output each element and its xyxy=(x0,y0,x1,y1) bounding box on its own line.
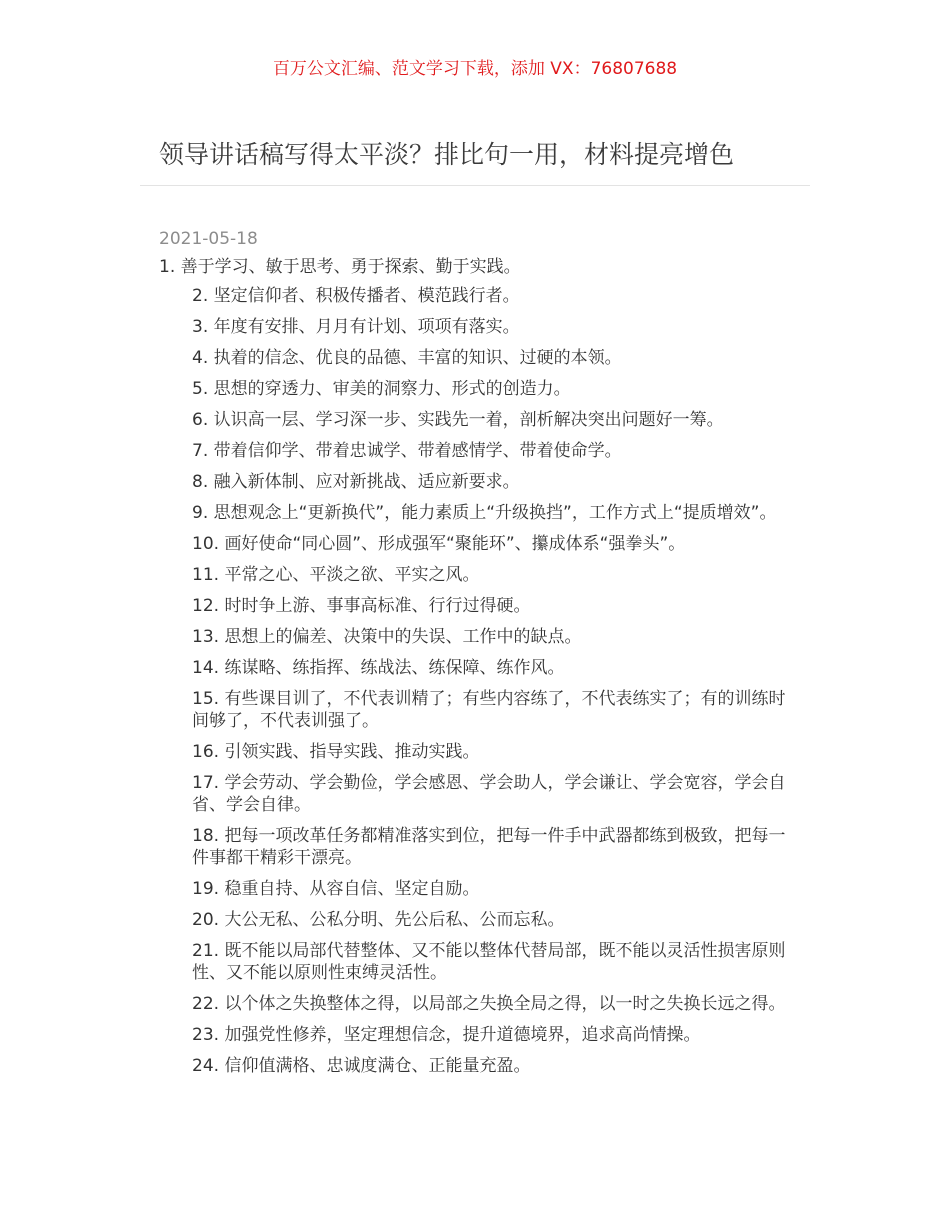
list-item: 8. 融入新体制、应对新挑战、适应新要求。 xyxy=(192,472,520,492)
list-item: 4. 执着的信念、优良的品德、丰富的知识、过硬的本领。 xyxy=(192,348,622,368)
list-item: 22. 以个体之失换整体之得，以局部之失换全局之得，以一时之失换长远之得。 xyxy=(192,994,786,1014)
list-item: 17. 学会劳动、学会勤俭，学会感恩、学会助人，学会谦让、学会宽容，学会自省、学会自律。 xyxy=(192,773,786,815)
list-item: 11. 平常之心、平淡之欲、平实之风。 xyxy=(192,565,480,585)
article-body xyxy=(159,256,791,1086)
list-item: 16. 引领实践、指导实践、推动实践。 xyxy=(192,742,480,762)
list-item: 5. 思想的穿透力、审美的洞察力、形式的创造力。 xyxy=(192,379,571,399)
list-item: 3. 年度有安排、月月有计划、项项有落实。 xyxy=(192,317,520,337)
list-item: 20. 大公无私、公私分明、先公后私、公而忘私。 xyxy=(192,910,565,930)
promo-banner: 百万公文汇编、范文学习下载，添加 VX：76807688 xyxy=(272,59,678,79)
list-item: 2. 坚定信仰者、积极传播者、模范践行者。 xyxy=(192,286,520,306)
list-item: 23. 加强党性修养，坚定理想信念，提升道德境界，追求高尚情操。 xyxy=(192,1025,701,1045)
list-item: 7. 带着信仰学、带着忠诚学、带着感情学、带着使命学。 xyxy=(192,441,622,461)
list-item: 14. 练谋略、练指挥、练战法、练保障、练作风。 xyxy=(192,658,565,678)
article-title: 领导讲话稿写得太平淡？排比句一用，材料提亮增色 xyxy=(159,140,735,169)
publish-date: 2021-05-18 xyxy=(159,229,258,249)
list-item: 15. 有些课目训了，不代表训精了；有些内容练了，不代表练实了；有的训练时间够了，不代表训强了。 xyxy=(192,689,786,731)
list-item: 10. 画好使命“同心圆”、形成强军“聚能环”、攥成体系“强拳头”。 xyxy=(192,534,686,554)
title-divider xyxy=(140,185,810,186)
list-item: 6. 认识高一层、学习深一步、实践先一着，剖析解决突出问题好一筹。 xyxy=(192,410,724,430)
list-item: 12. 时时争上游、事事高标准、行行过得硬。 xyxy=(192,596,531,616)
list-item: 1. 善于学习、敏于思考、勇于探索、勤于实践。 xyxy=(159,257,521,277)
list-item: 13. 思想上的偏差、决策中的失误、工作中的缺点。 xyxy=(192,627,582,647)
list-item: 19. 稳重自持、从容自信、坚定自励。 xyxy=(192,879,480,899)
list-item: 18. 把每一项改革任务都精准落实到位，把每一件手中武器都练到极致，把每一件事都干精彩干漂亮。 xyxy=(192,826,786,868)
list-item: 21. 既不能以局部代替整体、又不能以整体代替局部，既不能以灵活性损害原则性、又不能以原则性束缚灵活性。 xyxy=(192,941,786,983)
list-item: 24. 信仰值满格、忠诚度满仓、正能量充盈。 xyxy=(192,1056,531,1076)
list-item: 9. 思想观念上“更新换代”，能力素质上“升级换挡”，工作方式上“提质增效”。 xyxy=(192,503,777,523)
